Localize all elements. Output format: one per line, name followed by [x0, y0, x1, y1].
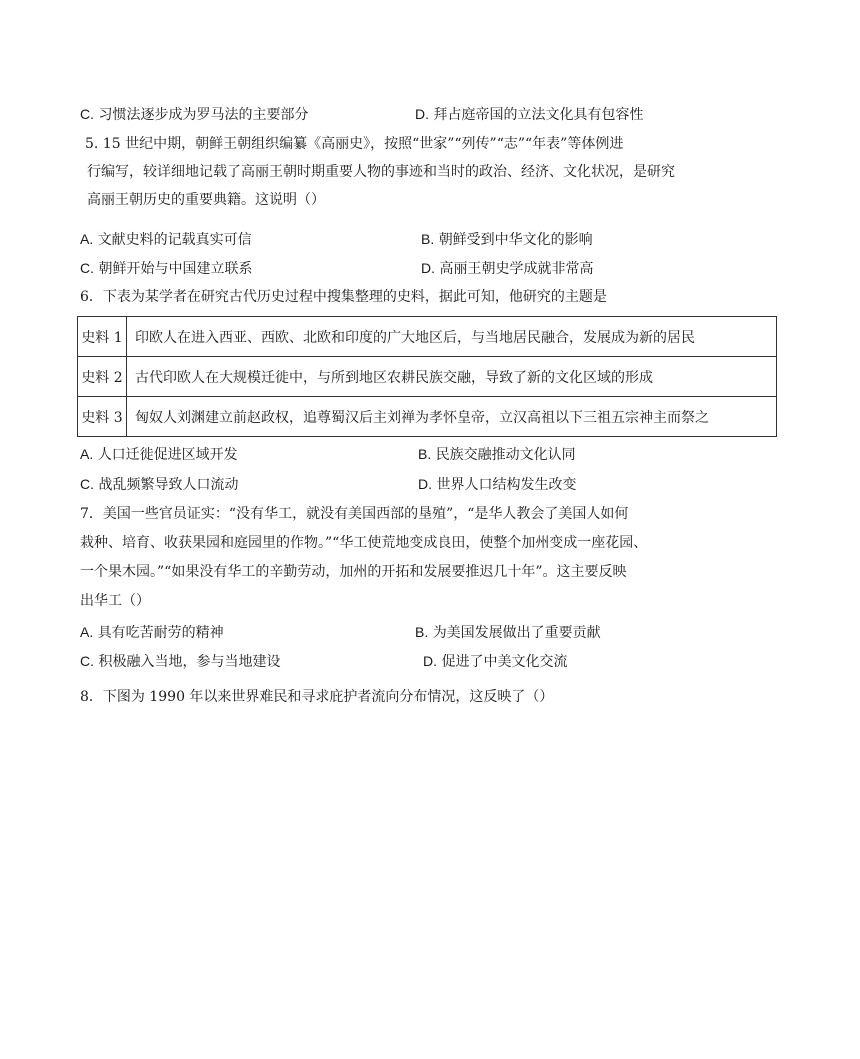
option-letter: D. — [421, 260, 435, 276]
option-text: 促进了中美文化交流 — [441, 654, 568, 670]
source-text: 印欧人在进入西亚、西欧、北欧和印度的广大地区后，与当地居民融合，发展成为新的居民 — [127, 317, 777, 357]
q5-stem-line-3: 高丽王朝历史的重要典籍。这说明（） — [87, 192, 325, 208]
q6-option-d[interactable] — [418, 474, 576, 495]
q7-stem-line-4: 出华工（） — [80, 593, 150, 609]
q4-option-c[interactable] — [80, 104, 308, 125]
option-letter: D. — [423, 653, 437, 669]
q6-option-b[interactable] — [418, 444, 576, 465]
option-text: 朝鲜受到中华文化的影响 — [438, 232, 593, 248]
q5-stem-line-2: 行编写，较详细地记载了高丽王朝时期重要人物的事迹和当时的政治、经济、文化状况，是研究 — [87, 164, 675, 180]
source-label: 史料 3 — [78, 397, 127, 437]
option-text: 习惯法逐步成为罗马法的主要部分 — [98, 107, 309, 123]
source-table — [77, 316, 777, 437]
q5-option-c[interactable] — [80, 258, 252, 279]
option-text: 高丽王朝史学成就非常高 — [439, 261, 594, 277]
option-text: 朝鲜开始与中国建立联系 — [98, 261, 253, 277]
option-letter: C. — [80, 476, 94, 492]
source-text: 古代印欧人在大规模迁徙中，与所到地区农耕民族交融，导致了新的文化区域的形成 — [127, 357, 777, 397]
q7-option-b[interactable] — [415, 622, 601, 643]
option-text: 世界人口结构发生改变 — [436, 477, 577, 493]
table-row — [78, 317, 777, 357]
q4-option-d[interactable] — [415, 104, 643, 125]
q5-stem-line-1: 5. 15 世纪中期，朝鲜王朝组织编纂《高丽史》，按照“世家”“列传”“志”“年表”等体例进 — [85, 136, 624, 152]
option-letter: D. — [415, 106, 429, 122]
source-label: 史料 2 — [78, 357, 127, 397]
q7-stem-line-3: 一个果木园。”“如果没有华工的辛勤劳动，加州的开拓和发展要推迟几十年”。这主要反映 — [80, 564, 627, 580]
option-letter: C. — [80, 653, 94, 669]
option-letter: D. — [418, 476, 432, 492]
option-text: 人口迁徙促进区域开发 — [97, 447, 238, 463]
option-letter: C. — [80, 106, 94, 122]
q6-option-c[interactable] — [80, 474, 238, 495]
q7-option-c[interactable] — [80, 651, 280, 672]
q5-option-b[interactable] — [421, 229, 593, 250]
q8-stem: 8．下图为 1990 年以来世界难民和寻求庇护者流向分布情况，这反映了（） — [80, 689, 554, 705]
table-row — [78, 357, 777, 397]
q7-option-a[interactable] — [80, 622, 224, 643]
option-text: 为美国发展做出了重要贡献 — [432, 625, 601, 641]
option-letter: B. — [415, 624, 429, 640]
option-text: 具有吃苦耐劳的精神 — [97, 625, 224, 641]
option-text: 文献史料的记载真实可信 — [97, 232, 252, 248]
q7-option-d[interactable] — [423, 651, 567, 672]
option-text: 积极融入当地，参与当地建设 — [98, 654, 281, 670]
q5-option-a[interactable] — [80, 229, 252, 250]
table-row — [78, 397, 777, 437]
q7-stem-line-2: 栽种、培育、收获果园和庭园里的作物。”“华工使荒地变成良田，使整个加州变成一座花园、 — [80, 535, 648, 551]
q6-option-a[interactable] — [80, 444, 238, 465]
q5-option-d[interactable] — [421, 258, 593, 279]
q7-stem-line-1: 7．美国一些官员证实：“没有华工，就没有美国西部的垦殖”，“是华人教会了美国人如何 — [80, 506, 629, 522]
option-text: 民族交融推动文化认同 — [435, 447, 576, 463]
option-text: 拜占庭帝国的立法文化具有包容性 — [433, 107, 644, 123]
q6-stem: 6．下表为某学者在研究古代历史过程中搜集整理的史料，据此可知，他研究的主题是 — [80, 289, 607, 305]
option-letter: B. — [421, 231, 435, 247]
option-letter: B. — [418, 446, 432, 462]
option-letter: A. — [80, 624, 94, 640]
source-text: 匈奴人刘渊建立前赵政权，追尊蜀汉后主刘禅为孝怀皇帝，立汉高祖以下三祖五宗神主而祭之 — [127, 397, 777, 437]
option-text: 战乱频繁导致人口流动 — [98, 477, 239, 493]
source-label: 史料 1 — [78, 317, 127, 357]
option-letter: A. — [80, 231, 94, 247]
option-letter: A. — [80, 446, 94, 462]
option-letter: C. — [80, 260, 94, 276]
